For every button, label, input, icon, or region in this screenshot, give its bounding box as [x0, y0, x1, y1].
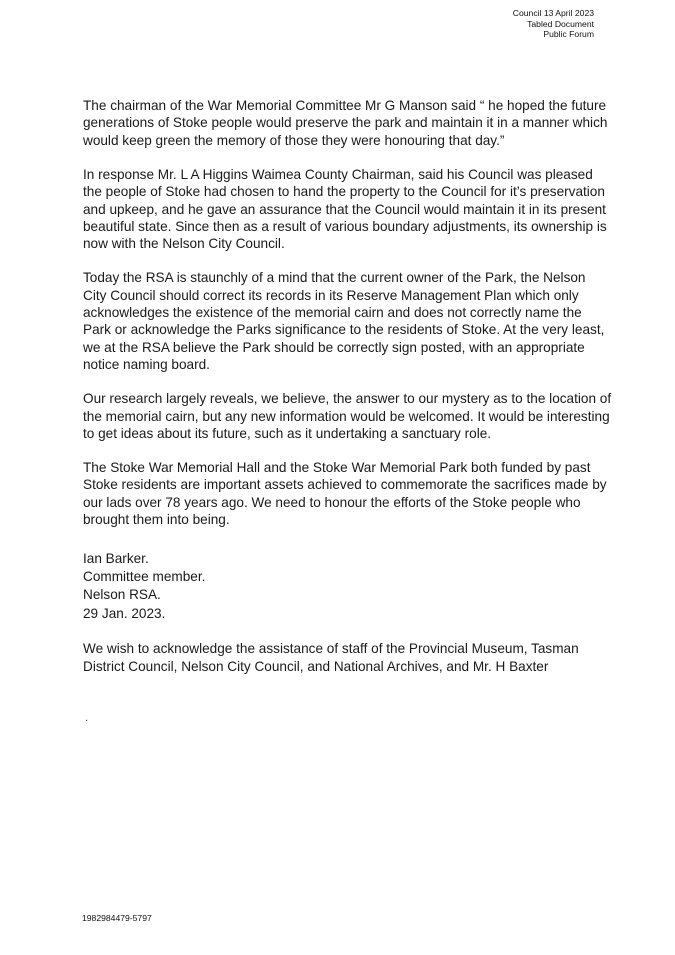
paragraph-rsa-position	[83, 269, 613, 373]
text-line: City Council should correct its records in its Reserve Management Plan which only	[83, 287, 579, 303]
text-line: generations of Stoke people would preserve the park and maintain it in a manner which	[83, 115, 608, 131]
signature-date: 29 Jan. 2023.	[83, 605, 166, 621]
text-line: notice naming board.	[83, 357, 210, 373]
text-line: District Council, Nelson City Council, and National Archives, and Mr. H Baxter	[83, 658, 549, 674]
signatory-organisation: Nelson RSA.	[83, 587, 161, 603]
signatory-name: Ian Barker.	[83, 550, 149, 566]
signatory-role: Committee member.	[83, 568, 206, 584]
text-line: Park or acknowledge the Parks significance to the residents of Stoke. At the very least,	[83, 322, 605, 338]
text-line: The chairman of the War Memorial Committee Mr G Manson said “ he hoped the future	[83, 98, 607, 113]
paragraph-acknowledgement	[83, 640, 613, 675]
document-number: 1982984479-5797	[82, 913, 152, 923]
text-line: and upkeep, and he gave an assurance that the Council would maintain it in its present	[83, 201, 606, 217]
text-line: In response Mr. L A Higgins Waimea County Chairman, said his Council was pleased	[83, 166, 593, 182]
text-line: the memorial cairn, but any new information would be welcomed. It would be interesting	[83, 408, 610, 424]
text-line: the people of Stoke had chosen to hand the property to the Council for it’s preservation	[83, 184, 605, 200]
text-line: The Stoke War Memorial Hall and the Stoke War Memorial Park both funded by past	[83, 459, 591, 475]
paragraph-manson-quote	[83, 97, 613, 149]
stamp-line-council-date: Council 13 April 2023	[512, 8, 594, 18]
signature-block	[83, 550, 613, 624]
text-line: Our research largely reveals, we believe, the answer to our mystery as to the location of	[83, 391, 612, 407]
paragraph-research	[83, 390, 613, 442]
text-line: now with the Nelson City Council.	[83, 236, 285, 252]
text-line: Stoke residents are important assets achieved to commemorate the sacrifices made by	[83, 477, 607, 493]
tabled-document-stamp	[513, 8, 594, 40]
paragraph-memorial-assets	[83, 459, 613, 529]
text-line: our lads over 78 years ago. We need to honour the efforts of the Stoke people who	[83, 494, 581, 510]
text-line: brought them into being.	[83, 512, 230, 528]
stamp-line-public-forum: Public Forum	[543, 29, 594, 39]
text-line: beautiful state. Since then as a result of various boundary adjustments, its ownership is	[83, 218, 607, 234]
trailing-dot: .	[85, 712, 89, 724]
paragraph-higgins-response	[83, 166, 613, 253]
stamp-line-tabled-document: Tabled Document	[527, 18, 594, 29]
text-line: We wish to acknowledge the assistance of staff of the Provincial Museum, Tasman	[83, 641, 579, 657]
text-line: acknowledges the existence of the memorial cairn and does not correctly name the	[83, 305, 582, 321]
letter-body	[83, 97, 613, 691]
text-line: would keep green the memory of those they were honouring that day.”	[83, 132, 505, 148]
text-line: we at the RSA believe the Park should be correctly sign posted, with an appropriate	[83, 339, 585, 355]
text-line: to get ideas about its future, such as it undertaking a sanctuary role.	[83, 426, 492, 441]
text-line: Today the RSA is staunchly of a mind that the current owner of the Park, the Nelson	[83, 270, 586, 286]
